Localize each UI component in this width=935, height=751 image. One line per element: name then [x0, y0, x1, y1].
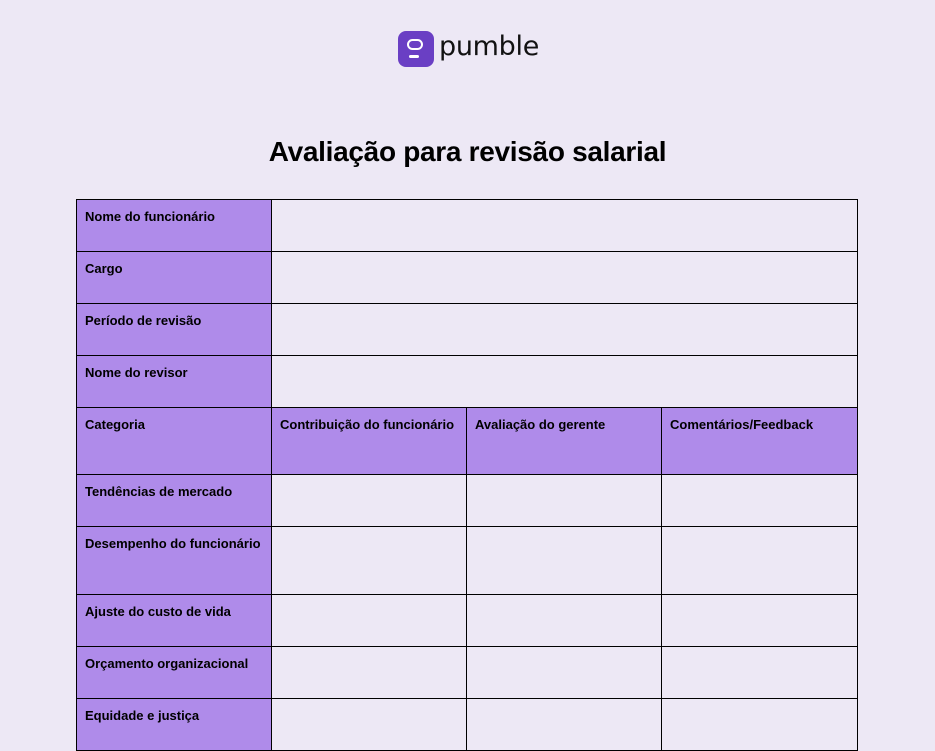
- table-row: [77, 647, 858, 699]
- contribution-cell[interactable]: [272, 527, 467, 595]
- manager-rating-cell[interactable]: [467, 475, 662, 527]
- pumble-logo-icon: [398, 31, 434, 67]
- brand-name: pumble: [439, 31, 540, 62]
- page-title: Avaliação para revisão salarial: [268, 136, 667, 167]
- contribution-cell[interactable]: [272, 647, 467, 699]
- header-category: Categoria: [77, 408, 272, 475]
- info-row-employee-name: [77, 200, 858, 252]
- feedback-cell[interactable]: [662, 527, 858, 595]
- evaluation-header-row: [77, 408, 858, 475]
- manager-rating-cell[interactable]: [467, 595, 662, 647]
- table-row: [77, 699, 858, 751]
- table-row: [77, 595, 858, 647]
- field-label: Nome do funcionário: [77, 200, 272, 252]
- salary-review-form: [76, 199, 858, 751]
- category-label: Orçamento organizacional: [77, 647, 272, 699]
- table-row: [77, 475, 858, 527]
- feedback-cell[interactable]: [662, 647, 858, 699]
- contribution-cell[interactable]: [272, 595, 467, 647]
- field-label: Período de revisão: [77, 304, 272, 356]
- contribution-cell[interactable]: [272, 699, 467, 751]
- manager-rating-cell[interactable]: [467, 647, 662, 699]
- header-employee-contribution: Contribuição do funcionário: [272, 408, 467, 475]
- field-label: Nome do revisor: [77, 356, 272, 408]
- info-row-role: [77, 252, 858, 304]
- table-row: [77, 527, 858, 595]
- pumble-logo: [398, 31, 539, 67]
- header-manager-rating: Avaliação do gerente: [467, 408, 662, 475]
- info-row-reviewer-name: [77, 356, 858, 408]
- reviewer-name-field[interactable]: [272, 356, 858, 408]
- feedback-cell[interactable]: [662, 475, 858, 527]
- category-label: Tendências de mercado: [77, 475, 272, 527]
- field-label: Cargo: [77, 252, 272, 304]
- role-field[interactable]: [272, 252, 858, 304]
- feedback-cell[interactable]: [662, 595, 858, 647]
- contribution-cell[interactable]: [272, 475, 467, 527]
- category-label: Equidade e justiça: [77, 699, 272, 751]
- manager-rating-cell[interactable]: [467, 527, 662, 595]
- category-label: Ajuste do custo de vida: [77, 595, 272, 647]
- employee-name-field[interactable]: [272, 200, 858, 252]
- manager-rating-cell[interactable]: [467, 699, 662, 751]
- info-row-review-period: [77, 304, 858, 356]
- header-feedback: Comentários/Feedback: [662, 408, 858, 475]
- category-label: Desempenho do funcionário: [77, 527, 272, 595]
- feedback-cell[interactable]: [662, 699, 858, 751]
- review-period-field[interactable]: [272, 304, 858, 356]
